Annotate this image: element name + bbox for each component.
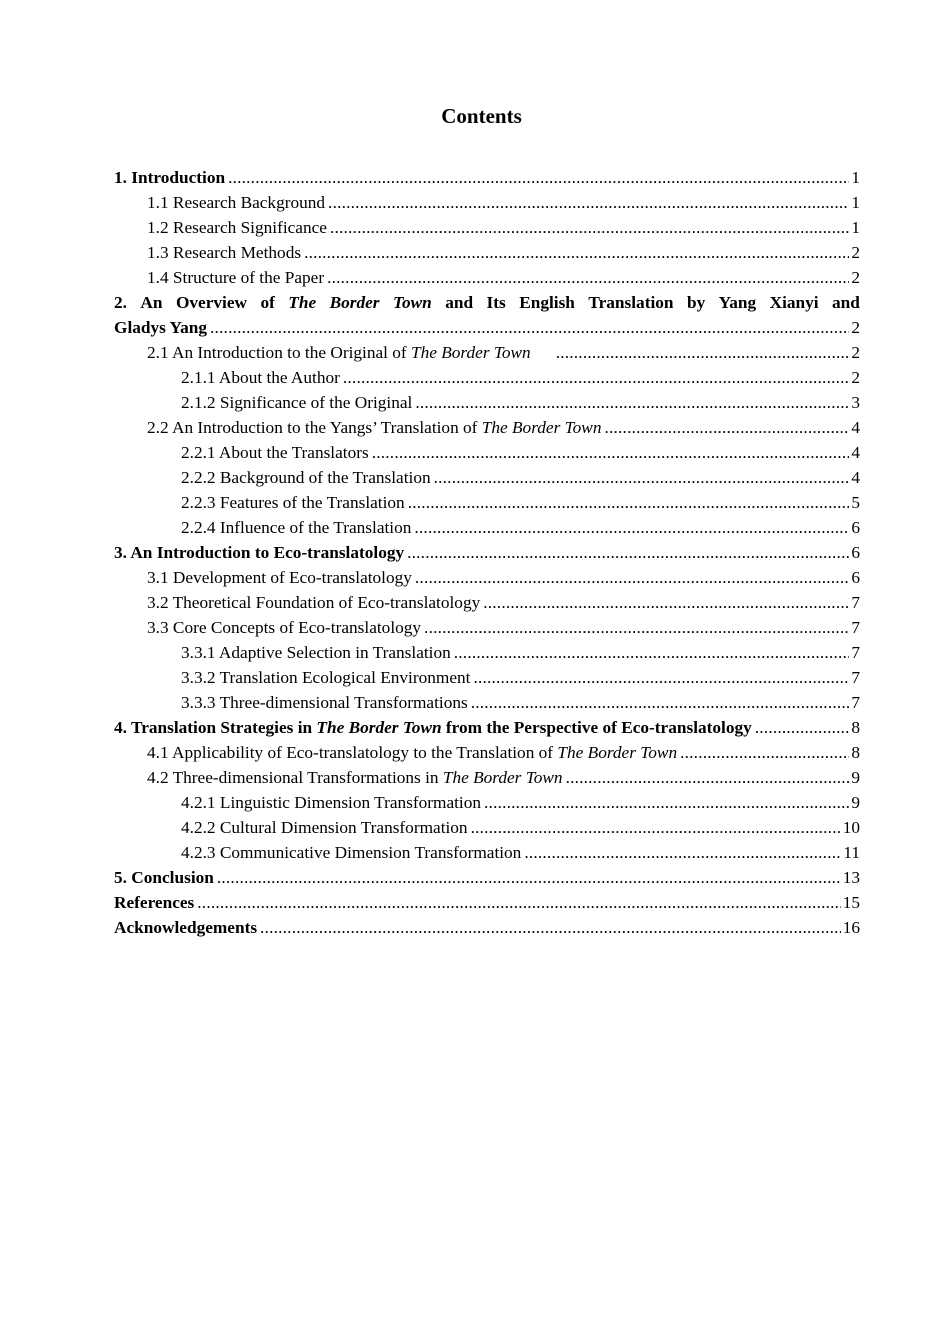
toc-entry-label: 2.1.1 About the Author [181,368,340,387]
toc-page-number: 1 [851,193,860,212]
table-of-contents [114,165,860,940]
toc-entry-4-2[interactable] [114,765,860,790]
toc-entry-2-line2[interactable] [114,315,860,340]
leader-dots [755,715,850,740]
leader-dots [407,540,849,565]
toc-page-number: 7 [851,643,860,662]
toc-entry-1-1[interactable] [114,190,860,215]
leader-dots [471,690,850,715]
toc-entry-1[interactable] [114,165,860,190]
toc-entry-4-1[interactable] [114,740,860,765]
toc-word-italic: The [288,293,317,312]
toc-word: Translation [588,293,674,312]
toc-word: Its [486,293,506,312]
toc-page-number: 8 [851,718,860,737]
toc-page-number: 11 [843,843,860,862]
toc-entry-2-2[interactable] [114,415,860,440]
leader-dots [483,590,849,615]
toc-page-number: 7 [851,593,860,612]
toc-word: An [140,293,163,312]
toc-entry-label: Gladys Yang [114,318,207,337]
toc-entry-2-line1[interactable] [114,290,860,315]
toc-entry-references[interactable] [114,890,860,915]
toc-page-number: 2 [851,368,860,387]
toc-entry-label: 4. Translation Strategies in The Border Town from the Perspective of Eco-translatology [114,718,752,737]
toc-page-number: 1 [851,168,860,187]
toc-entry-label: 4.2.3 Communicative Dimension Transformation [181,843,522,862]
toc-entry-label: 3. An Introduction to Eco-translatology [114,543,405,562]
toc-word: and [832,293,860,312]
toc-entry-label: 1.2 Research Significance [147,218,327,237]
toc-entry-label: 1.4 Structure of the Paper [147,268,325,287]
toc-word-italic: Town [392,293,432,312]
leader-dots [210,315,849,340]
leader-dots [228,165,849,190]
toc-entry-1-3[interactable] [114,240,860,265]
toc-page-number: 2 [851,343,860,362]
toc-entry-4[interactable] [114,715,860,740]
toc-entry-2-2-1[interactable] [114,440,860,465]
toc-word: Overview [175,293,247,312]
toc-entry-label: 2.1 An Introduction to the Original of The Border Town [147,343,531,362]
toc-page-number: 15 [842,893,860,912]
leader-dots [304,240,849,265]
toc-entry-3-3-2[interactable] [114,665,860,690]
toc-entry-3-3-3[interactable] [114,690,860,715]
toc-word: English [519,293,575,312]
toc-word: 2. [114,293,127,312]
leader-dots [372,440,850,465]
leader-dots [197,890,840,915]
leader-dots [524,840,841,865]
toc-entry-3-2[interactable] [114,590,860,615]
toc-page-number: 2 [851,318,860,337]
toc-word-italic: Border [329,293,380,312]
toc-page-number: 5 [851,493,860,512]
toc-entry-label: References [114,893,195,912]
toc-page-number: 4 [851,443,860,462]
toc-entry-1-2[interactable] [114,215,860,240]
leader-dots [330,215,849,240]
leader-dots [408,490,850,515]
toc-entry-5[interactable] [114,865,860,890]
toc-entry-3-3[interactable] [114,615,860,640]
toc-page-number: 8 [851,743,860,762]
toc-entry-2-2-2[interactable] [114,465,860,490]
leader-dots [415,565,849,590]
leader-dots [556,340,850,365]
toc-entry-label: 1.1 Research Background [147,193,326,212]
toc-page-number: 7 [851,668,860,687]
toc-entry-2-1[interactable] [114,340,860,365]
toc-entry-label: 3.3.3 Three-dimensional Transformations [181,693,468,712]
leader-dots [471,815,841,840]
leader-dots [260,915,841,940]
toc-entry-4-2-1[interactable] [114,790,860,815]
toc-entry-2-1-2[interactable] [114,390,860,415]
leader-dots [473,665,849,690]
toc-entry-label: 4.1 Applicability of Eco-translatology to the Translation of The Border Town [147,743,678,762]
toc-page-number: 10 [842,818,860,837]
toc-entry-4-2-3[interactable] [114,840,860,865]
leader-dots [424,615,849,640]
toc-entry-label: 4.2 Three-dimensional Transformations in The Border Town [147,768,563,787]
toc-page-number: 7 [851,693,860,712]
toc-entry-3-3-1[interactable] [114,640,860,665]
toc-entry-label: 3.3 Core Concepts of Eco-translatology [147,618,422,637]
leader-dots [604,415,849,440]
toc-page-number: 4 [851,418,860,437]
leader-dots [343,365,849,390]
toc-entry-2-1-1[interactable] [114,365,860,390]
leader-dots [680,740,849,765]
toc-word: of [260,293,275,312]
toc-entry-1-4[interactable] [114,265,860,290]
leader-dots [414,515,849,540]
toc-page-number: 6 [851,568,860,587]
toc-page-number: 1 [851,218,860,237]
toc-entry-label: 2.2.4 Influence of the Translation [181,518,412,537]
leader-dots [328,190,849,215]
leader-dots [484,790,849,815]
toc-word: Xianyi [769,293,819,312]
toc-word: Yang [718,293,757,312]
toc-entry-label: 2.1.2 Significance of the Original [181,393,413,412]
toc-entry-label: 5. Conclusion [114,868,214,887]
toc-page-number: 2 [851,268,860,287]
toc-entry-label: 1. Introduction [114,168,226,187]
toc-entry-label: 3.3.2 Translation Ecological Environment [181,668,471,687]
toc-entry-label: 1.3 Research Methods [147,243,302,262]
toc-entry-2-2-3[interactable] [114,490,860,515]
toc-entry-3[interactable] [114,540,860,565]
toc-entry-2-2-4[interactable] [114,515,860,540]
toc-entry-label: 4.2.1 Linguistic Dimension Transformation [181,793,482,812]
toc-entry-4-2-2[interactable] [114,815,860,840]
toc-page-number: 6 [851,518,860,537]
toc-entry-label: 3.1 Development of Eco-translatology [147,568,412,587]
leader-dots [415,390,849,415]
toc-entry-label: 3.2 Theoretical Foundation of Eco-translatology [147,593,481,612]
toc-page-number: 13 [842,868,860,887]
toc-word: by [686,293,706,312]
toc-entry-label: 3.3.1 Adaptive Selection in Translation [181,643,451,662]
page-title: Contents [441,104,522,128]
toc-entry-3-1[interactable] [114,565,860,590]
leader-dots [454,640,850,665]
leader-dots [217,865,841,890]
toc-entry-label: 2.2.2 Background of the Translation [181,468,431,487]
toc-word: and [445,293,474,312]
toc-entry-label: 2.2.1 About the Translators [181,443,369,462]
toc-page-number: 16 [842,918,860,937]
leader-dots [327,265,849,290]
toc-entry-label: 2.2 An Introduction to the Yangs’ Translation of The Border Town [147,418,602,437]
toc-entry-label: 2.2.3 Features of the Translation [181,493,405,512]
toc-entry-label: Acknowledgements [114,918,258,937]
leader-dots [566,765,850,790]
toc-entry-acknowledgements[interactable] [114,915,860,940]
toc-page-number: 4 [851,468,860,487]
leader-dots [434,465,850,490]
toc-page-number: 9 [851,793,860,812]
toc-page-number: 2 [851,243,860,262]
toc-page-number: 3 [851,393,860,412]
toc-entry-label: 4.2.2 Cultural Dimension Transformation [181,818,468,837]
toc-page-number: 6 [851,543,860,562]
toc-page-number: 9 [851,768,860,787]
toc-page-number: 7 [851,618,860,637]
